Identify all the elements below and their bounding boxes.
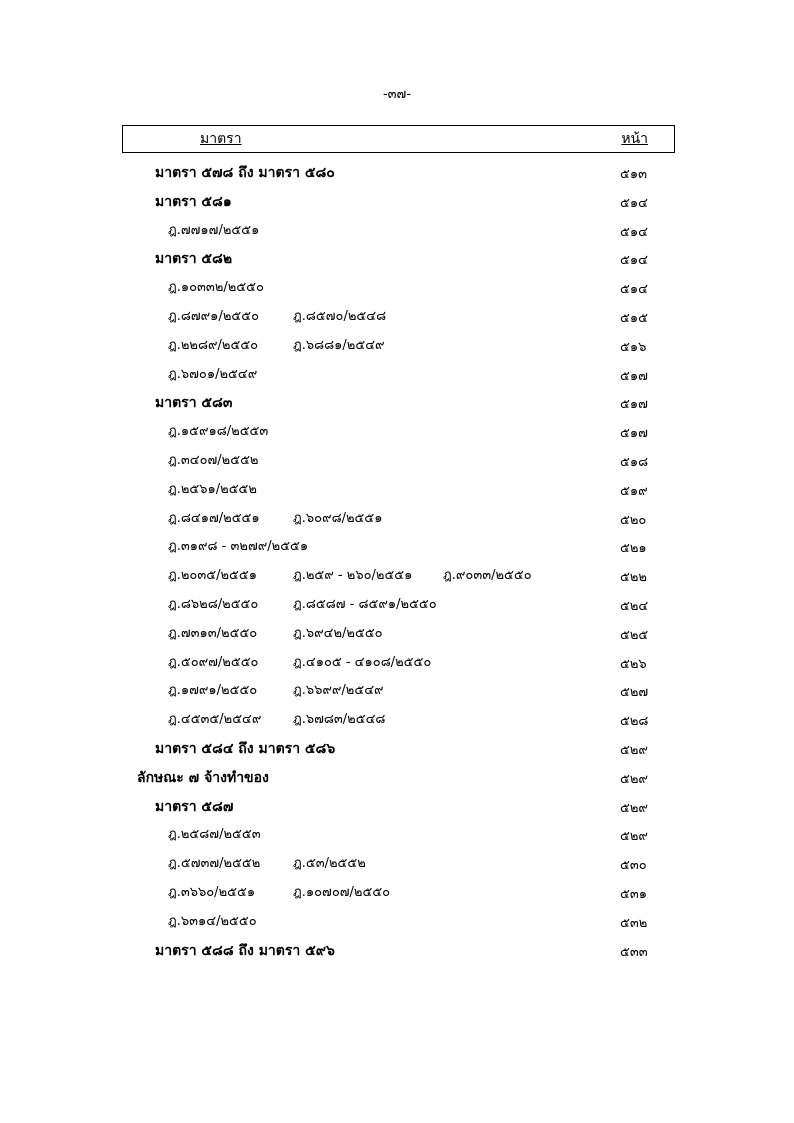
entry-labels xyxy=(168,594,437,616)
section-heading-row xyxy=(0,794,794,823)
page-reference: ๕๒๑ xyxy=(620,541,647,557)
page-reference: ๕๑๔ xyxy=(620,253,648,269)
case-entry-row xyxy=(0,851,794,880)
case-reference: ฎ.๕๗๓๗/๒๕๕๒ xyxy=(168,856,261,872)
case-entry-row xyxy=(0,218,794,247)
case-reference: ฎ.๘๕๗๐/๒๕๔๘ xyxy=(293,308,387,324)
case-reference: ฎ.๙๐๓๓/๒๕๕๐ xyxy=(443,568,532,584)
case-reference: ฎ.๖๘๘๑/๒๕๔๙ xyxy=(293,337,385,353)
case-entry-row xyxy=(0,880,794,909)
case-reference: ฎ.๘๔๑๗/๒๕๕๑ xyxy=(168,510,260,526)
section-heading-row xyxy=(0,938,794,967)
page-reference: ๕๒๙ xyxy=(620,771,648,787)
case-reference: ฎ.๘๗๙๑/๒๕๕๐ xyxy=(168,308,259,324)
entry-labels xyxy=(168,335,385,357)
page-reference: ๕๒๔ xyxy=(620,598,649,614)
case-entry-row xyxy=(0,563,794,592)
case-reference: ฎ.๘๖๒๘/๒๕๕๐ xyxy=(168,596,259,612)
entry-title: ลักษณะ ๗ จ้างทำของ xyxy=(137,769,269,786)
case-entry-row xyxy=(0,909,794,938)
case-entry-row xyxy=(0,621,794,650)
entry-labels xyxy=(168,709,386,731)
case-entry-row xyxy=(0,304,794,333)
entry-title: มาตรา ๕๘๓ xyxy=(155,395,233,412)
entry-labels xyxy=(168,911,257,933)
case-reference: ฎ.๒๕๙ - ๒๖๐/๒๕๕๑ xyxy=(293,568,413,584)
case-reference: ฎ.๖๗๘๓/๒๕๔๘ xyxy=(293,712,386,728)
entry-labels xyxy=(168,623,383,645)
page-reference: ๕๓๑ xyxy=(620,886,647,902)
entry-title: มาตรา ๕๘๒ xyxy=(155,251,233,268)
page-reference: ๕๑๔ xyxy=(620,282,648,298)
entry-labels xyxy=(137,767,269,789)
entry-labels xyxy=(155,796,233,818)
page-reference: ๕๒๕ xyxy=(620,627,649,643)
section-heading-row xyxy=(0,736,794,765)
page-number: -๓๗- xyxy=(382,87,412,102)
page-reference: ๕๒๖ xyxy=(620,656,647,672)
case-reference: ฎ.๖๖๙๙/๒๕๔๙ xyxy=(293,683,384,699)
entry-title: มาตรา ๕๘๗ xyxy=(155,798,234,815)
entry-labels xyxy=(168,508,383,530)
section-heading-row xyxy=(0,390,794,419)
entry-labels xyxy=(168,450,259,472)
entry-labels xyxy=(168,220,259,242)
case-entry-row xyxy=(0,477,794,506)
entry-labels xyxy=(155,392,232,414)
page-reference: ๕๑๕ xyxy=(620,310,648,326)
case-entry-row xyxy=(0,650,794,679)
entry-labels xyxy=(155,940,335,962)
entry-labels xyxy=(168,277,264,299)
case-reference: ฎ.๔๕๓๕/๒๕๔๙ xyxy=(168,712,262,728)
entry-title: มาตรา ๕๘๔ ถึง มาตรา ๕๘๖ xyxy=(155,740,336,757)
case-entry-row xyxy=(0,707,794,736)
case-entry-row xyxy=(0,275,794,304)
case-reference: ฎ.๖๐๙๘/๒๕๕๑ xyxy=(293,510,383,526)
page-reference: ๕๒๙ xyxy=(620,829,648,845)
case-entry-row xyxy=(0,534,794,563)
section-heading-row xyxy=(0,246,794,275)
case-entry-row xyxy=(0,362,794,391)
case-entry-row xyxy=(0,592,794,621)
entry-labels xyxy=(168,680,384,702)
page-reference: ๕๒๒ xyxy=(620,570,647,586)
entry-title: มาตรา ๕๘๘ ถึง มาตรา ๕๙๖ xyxy=(155,942,335,959)
page-reference: ๕๑๗ xyxy=(620,368,648,384)
entry-labels xyxy=(168,565,532,587)
chapter-heading-row xyxy=(0,765,794,794)
case-reference: ฎ.๓๖๖๐/๒๕๕๑ xyxy=(168,884,256,900)
page-reference: ๕๑๔ xyxy=(620,224,648,240)
case-reference: ฎ.๑๗๙๑/๒๕๕๐ xyxy=(168,683,258,699)
case-reference: ฎ.๑๐๓๓๒/๒๕๕๐ xyxy=(168,280,264,296)
entry-labels xyxy=(168,652,432,674)
page-reference: ๕๒๘ xyxy=(620,714,649,730)
table-header xyxy=(122,125,675,153)
case-reference: ฎ.๒๒๘๙/๒๕๕๐ xyxy=(168,337,259,353)
entry-labels xyxy=(168,479,257,501)
entry-title: มาตรา ๕๘๑ xyxy=(155,193,232,210)
entry-labels xyxy=(168,364,257,386)
page-reference: ๕๒๙ xyxy=(620,742,648,758)
page-reference: ๕๑๗ xyxy=(620,397,648,413)
case-reference: ฎ.๒๐๓๕/๒๕๕๑ xyxy=(168,568,257,584)
page-column-header: หน้า xyxy=(621,131,648,147)
case-entry-row xyxy=(0,678,794,707)
case-reference: ฎ.๓๑๙๘ - ๓๒๗๙/๒๕๕๑ xyxy=(168,539,309,555)
case-reference: ฎ.๓๔๐๗/๒๕๕๒ xyxy=(168,452,259,468)
page-reference: ๕๓๓ xyxy=(620,944,648,960)
page-reference: ๕๓๒ xyxy=(620,915,648,931)
case-reference: ฎ.๖๗๐๑/๒๕๔๙ xyxy=(168,366,258,382)
case-reference: ฎ.๕๓/๒๕๕๒ xyxy=(293,856,366,872)
case-reference: ฎ.๘๕๘๗ - ๘๕๙๑/๒๕๕๐ xyxy=(293,596,437,612)
page-reference: ๕๓๐ xyxy=(620,858,647,874)
case-reference: ฎ.๕๐๙๗/๒๕๕๐ xyxy=(168,654,259,670)
page-reference: ๕๒๐ xyxy=(620,512,647,528)
case-reference: ฎ.๗๓๑๓/๒๕๕๐ xyxy=(168,625,258,641)
page-reference: ๕๒๗ xyxy=(620,685,649,701)
case-reference: ฎ.๗๗๑๗/๒๕๕๑ xyxy=(168,222,260,238)
page-reference: ๕๒๙ xyxy=(620,800,648,816)
case-reference: ฎ.๑๐๗๐๗/๒๕๕๐ xyxy=(293,884,391,900)
section-heading-row xyxy=(0,189,794,218)
entry-labels xyxy=(168,306,387,328)
section-heading-row xyxy=(0,160,794,189)
entry-labels xyxy=(168,421,268,443)
entry-labels xyxy=(168,536,308,558)
entry-labels xyxy=(155,191,232,213)
case-entry-row xyxy=(0,506,794,535)
section-column-header: มาตรา xyxy=(200,131,242,147)
entry-labels xyxy=(168,882,391,904)
case-reference: ฎ.๒๕๘๗/๒๕๕๓ xyxy=(168,827,261,843)
entry-labels xyxy=(155,248,232,270)
case-reference: ฎ.๒๕๖๑/๒๕๕๒ xyxy=(168,481,257,497)
index-list xyxy=(0,160,794,966)
page-reference: ๕๑๘ xyxy=(620,454,649,470)
entry-labels xyxy=(155,162,335,184)
case-entry-row xyxy=(0,448,794,477)
entry-labels xyxy=(168,853,366,875)
case-entry-row xyxy=(0,333,794,362)
page-reference: ๕๑๖ xyxy=(620,339,647,355)
entry-labels xyxy=(168,824,261,846)
case-entry-row xyxy=(0,419,794,448)
entry-title: มาตรา ๕๗๘ ถึง มาตรา ๕๘๐ xyxy=(155,165,335,181)
case-entry-row xyxy=(0,822,794,851)
case-reference: ฎ.๔๑๐๕ - ๔๑๐๘/๒๕๕๐ xyxy=(293,654,432,670)
page-reference: ๕๑๙ xyxy=(620,483,648,499)
page-reference: ๕๑๓ xyxy=(620,167,647,182)
entry-labels xyxy=(155,738,335,760)
case-reference: ฎ.๖๓๑๔/๒๕๕๐ xyxy=(168,913,257,929)
case-reference: ฎ.๑๕๙๑๘/๒๕๕๓ xyxy=(168,424,269,440)
page-reference: ๕๑๔ xyxy=(620,195,648,211)
page-reference: ๕๑๗ xyxy=(620,426,648,442)
case-reference: ฎ.๖๙๔๒/๒๕๕๐ xyxy=(293,625,383,641)
